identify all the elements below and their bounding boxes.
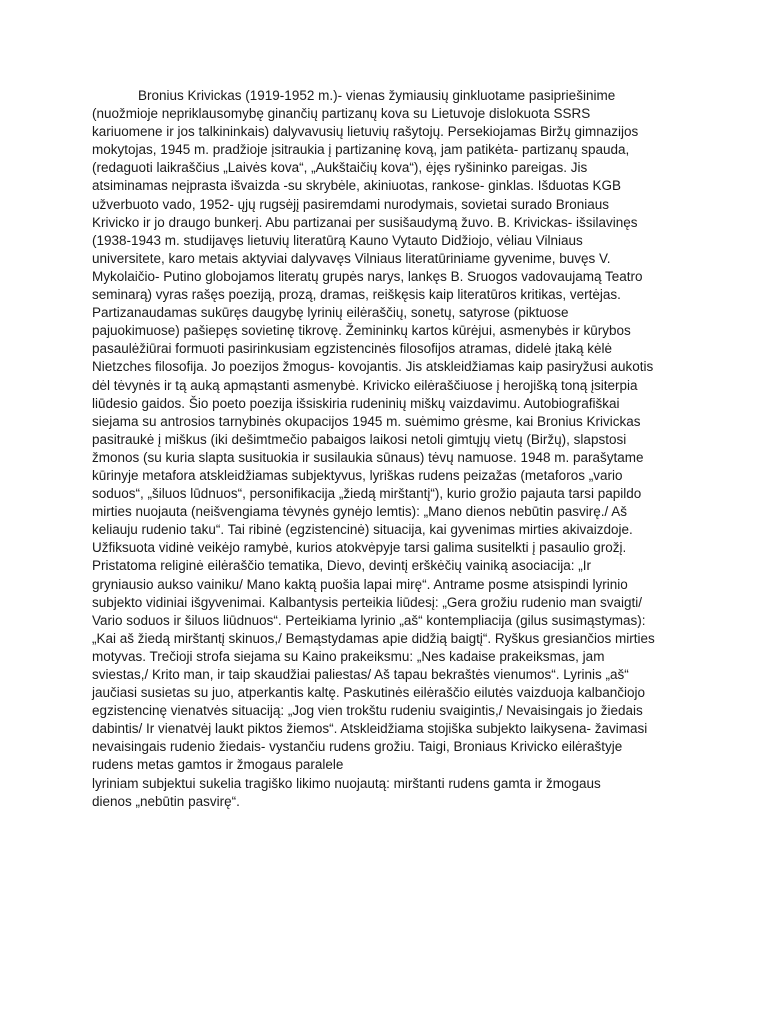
text-line: atsiminamas neįprasta išvaizda -su skrybėle, akiniuotas, rankose- ginklas. Išduotas KGB xyxy=(92,178,621,194)
text-line: rudens metas gamtos ir žmogaus paralele xyxy=(92,757,344,773)
text-line: (1938-1943 m. studijavęs lietuvių literatūrą Kauno Vytauto Didžiojo, vėliau Vilniaus xyxy=(92,232,583,248)
text-line: Krivicko ir jo draugo bunkerį. Abu partizanai per susišaudymą žuvo. B. Krivickas- išsilavinęs xyxy=(92,214,638,230)
text-line: Partizanaudamas sukūręs daugybę lyrinių eilėraščių, sonetų, satyrose (piktuose xyxy=(92,305,569,321)
text-line: Bronius Krivickas (1919-1952 m.)- vienas žymiausių ginkluotame pasipriešinime xyxy=(138,88,616,103)
text-line: Mykolaičio- Putino globojamos literatų grupės narys, lankęs B. Sruogos vadovaujamą Teatro xyxy=(92,268,643,284)
text-line: kūrinyje metafora atskleidžiamas subjektyvus, lyriškas rudens peizažas (metaforos „vario xyxy=(92,467,623,483)
text-line: Nietzches filosofija. Jo poezijos žmogus- kovojantis. Jis atskleidžiamas kaip pasiryžusi aukotis xyxy=(92,359,654,375)
text-line: lyriniam subjektui sukelia tragiško likimo nuojautą: mirštanti rudens gamta ir žmogaus xyxy=(92,775,601,791)
text-line: soduos“, „šiluos lūdnuos“, personifikacija „žiedą mirštantį“), kurio grožio pajauta tarsi papildo xyxy=(92,486,642,502)
text-line: liūdesio gaidos. Šio poeto poezija išsiskiria rudeninių miškų vaizdavimu. Autobiografiškai xyxy=(92,395,620,411)
text-line: (nuožmioje nepriklausomybę ginančių partizanų kova su Lietuvoje dislokuota SSRS xyxy=(92,106,591,122)
text-line: mokytojas, 1945 m. pradžioje įsitraukia į partizaninę kovą, jam patikėta- partizanų spauda, xyxy=(92,142,630,158)
text-line: mirties nuojauta (neišvengiama tėvynės gynėjo lemtis): „Mano dienos nebūtin pasvirę./ Aš xyxy=(92,504,628,520)
text-line: keliauju rudenio taku“. Tai ribinė (egzistencinė) situacija, kai gyvenimas mirties akivaizdoje. xyxy=(92,522,633,538)
text-line: pasitraukė į miškus (iki dešimtmečio pabaigos laikosi netoli gimtųjų vietų (Biržų), slapstosi xyxy=(92,431,627,447)
text-line: motyvas. Trečioji strofa siejama su Kaino prakeiksmu: „Nes kadaise prakeiksmas, jam xyxy=(92,648,605,664)
text-line: pajuokimuose) pašiepęs sovietinę tikrovę. Žemininkų kartos kūrėjui, asmenybės ir kūrybos xyxy=(92,323,631,339)
text-line: siejama su antrosios tarnybinės okupacijos 1945 m. suėmimo grėsme, kai Bronius Krivickas xyxy=(92,413,641,429)
text-line: Vario soduos ir šiluos liūdnuos“. Perteikiama lyrinio „aš“ kontempliacija (gilus susimąstymas): xyxy=(92,612,646,628)
text-line: nevaisingais rudenio žiedais- vystančiu rudens grožiu. Taigi, Broniaus Krivicko eilėraštyje xyxy=(92,739,623,755)
essay-paragraph xyxy=(92,87,768,811)
text-line: gryniausio aukso vainiku/ Mano kaktą puošia lapai mirę“. Antrame posme atsispindi lyrinio xyxy=(92,576,628,592)
text-line: kariuomene ir jos talkininkais) dalyvavusių lietuvių rašytojų. Persekiojamas Biržų gimnazijos xyxy=(92,124,639,140)
text-line: jaučiasi susietas su juo, atperkantis kaltę. Paskutinės eilėraščio eilutės vaizduoja kalbančiojo xyxy=(92,685,646,701)
text-line: žmonos (su kuria slapta susituokia ir susilaukia sūnaus) tėvų namuose. 1948 m. parašytame xyxy=(92,449,644,465)
text-line: „Kai aš žiedą mirštantį skinuos,/ Bemąstydamas apie didžią baigtį“. Ryškus gresiančios mirties xyxy=(92,630,655,646)
text-line: (redaguoti laikraščius „Laivės kova“, „Aukštaičių kova“), ėjęs ryšininko pareigas. Jis xyxy=(92,160,588,176)
text-line: užverbuoto vado, 1952- ųjų rugsėjį pasiremdami nurodymais, sovietai surado Broniaus xyxy=(92,196,610,212)
text-line: seminarą) vyras rašęs poeziją, prozą, dramas, reiškęsis kaip literatūros kritikas, vertėjas. xyxy=(92,287,621,303)
text-line: sviestas,/ Krito man, ir taip skaudžiai paliestas/ Aš tapau bekraštės vienumos“. Lyrinis „aš“ xyxy=(92,667,629,682)
text-line: subjekto vidiniai išgyvenimai. Kalbantysis perteikia liūdesį: „Gera grožiu rudenio man svaigti/ xyxy=(92,594,643,610)
text-line: dabintis/ Ir vienatvėj laukt piktos žiemos“. Atskleidžiama stojiška subjekto laikysena- žavimasi xyxy=(92,721,648,737)
text-line: dėl tėvynės ir tą auką apmąstanti asmenybė. Krivicko eilėraščiuose į herojišką toną įsiterpia xyxy=(92,377,638,393)
text-line: dienos „nebūtin pasvirę“. xyxy=(92,793,240,809)
text-line: Užfiksuota vidinė veikėjo ramybė, kurios atokvėpyje tarsi galima susitelkti į pasaulio grožį. xyxy=(92,540,627,556)
text-line: egzistencinę vienatvės situaciją: „Jog vien trokštu rudeniu svaigintis,/ Nevaisingais jo žiedais xyxy=(92,703,643,719)
text-line: universitete, karo metais aktyviai dalyvavęs Vilniaus literatūriniame gyvenime, buvęs V. xyxy=(92,250,611,266)
text-line: pasaulėžiūrai formuoti pasirinkusiam egzistencinės filosofijos atramas, didelė įtaką kėlė xyxy=(92,341,613,357)
text-line: Pristatoma religinė eilėraščio tematika, Dievo, devintį erškėčių vainiką asociacija: „Ir xyxy=(92,558,591,574)
